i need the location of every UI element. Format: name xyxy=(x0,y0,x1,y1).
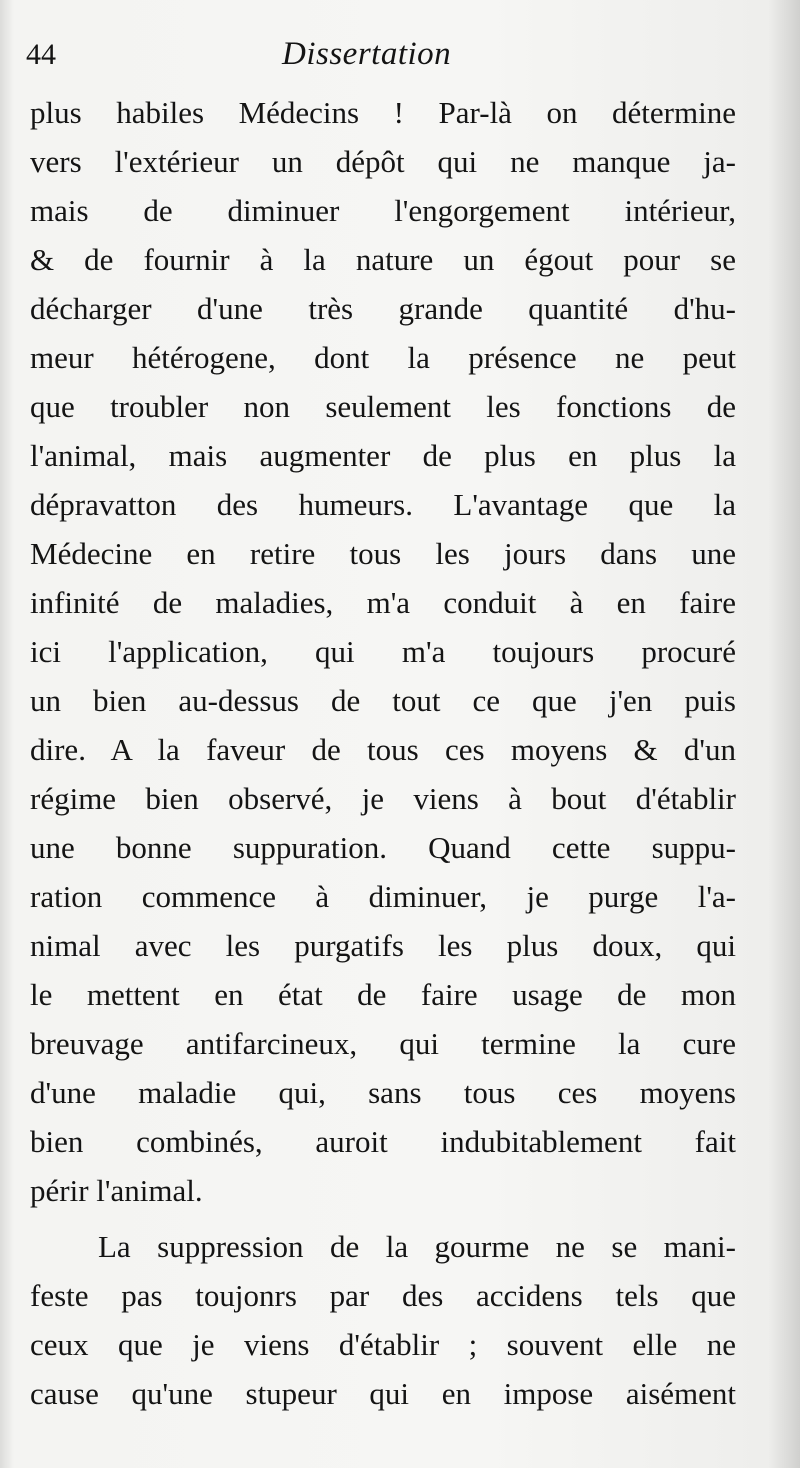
text-line: cause qu'une stupeur qui en impose aisément xyxy=(30,1376,736,1411)
text-line: bien combinés, auroit indubitablement fait xyxy=(30,1124,736,1159)
text-line: le mettent en état de faire usage de mon xyxy=(30,977,736,1012)
text-line: une bonne suppuration. Quand cette suppu- xyxy=(30,830,736,865)
text-line: vers l'extérieur un dépôt qui ne manque ja- xyxy=(30,144,736,179)
text-line: décharger d'une très grande quantité d'hu- xyxy=(30,291,736,326)
text-line: infinité de maladies, m'a conduit à en faire xyxy=(30,585,736,620)
text-line: & de fournir à la nature un égout pour se xyxy=(30,242,736,277)
text-line: régime bien observé, je viens à bout d'établir xyxy=(30,781,736,816)
running-title: Dissertation xyxy=(282,36,452,72)
text-line: La suppression de la gourme ne se mani- xyxy=(98,1229,736,1264)
text-line: feste pas toujonrs par des accidens tels que xyxy=(30,1278,736,1313)
text-line: nimal avec les purgatifs les plus doux, qui xyxy=(30,928,736,963)
text-line: Médecine en retire tous les jours dans une xyxy=(30,536,736,571)
text-line: ration commence à diminuer, je purge l'a- xyxy=(30,879,736,914)
text-line: ici l'application, qui m'a toujours procuré xyxy=(30,634,736,669)
text-line: d'une maladie qui, sans tous ces moyens xyxy=(30,1075,736,1110)
text-line: que troubler non seulement les fonctions de xyxy=(30,389,736,424)
text-line: mais de diminuer l'engorgement intérieur, xyxy=(30,193,736,228)
text-line: l'animal, mais augmenter de plus en plus la xyxy=(30,438,736,473)
text-line: ceux que je viens d'établir ; souvent elle ne xyxy=(30,1327,736,1362)
text-line: un bien au-dessus de tout ce que j'en puis xyxy=(30,683,736,718)
text-line: meur hétérogene, dont la présence ne peut xyxy=(30,340,736,375)
page-number: 44 xyxy=(26,38,56,71)
text-line: dire. A la faveur de tous ces moyens & d'un xyxy=(30,732,736,767)
text-line: breuvage antifarcineux, qui termine la cure xyxy=(30,1026,736,1061)
text-line: périr l'animal. xyxy=(30,1173,203,1208)
text-line: plus habiles Médecins ! Par-là on détermine xyxy=(30,95,736,130)
text-line: dépravatton des humeurs. L'avantage que la xyxy=(30,487,736,522)
